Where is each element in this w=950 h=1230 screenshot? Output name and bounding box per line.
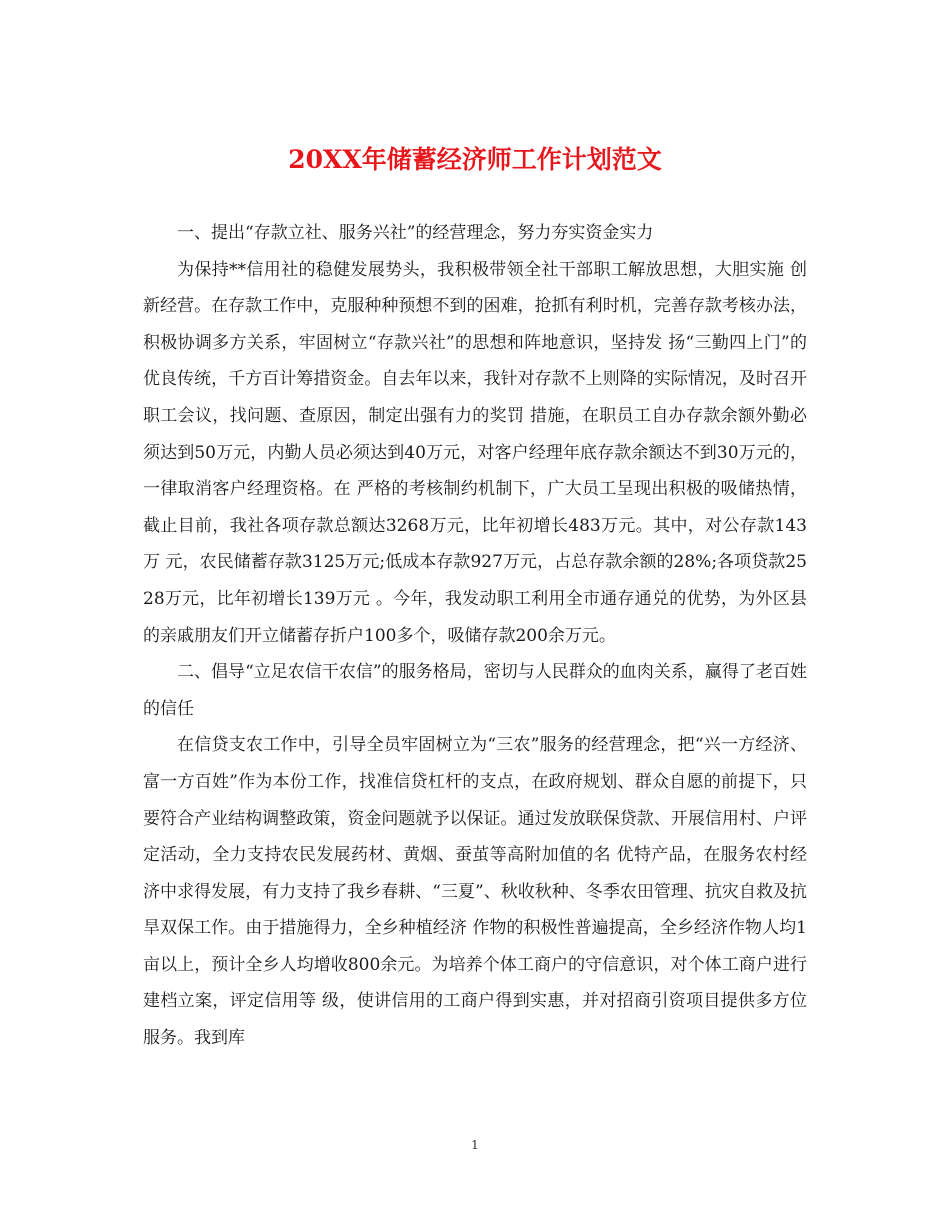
document-body xyxy=(143,215,807,1057)
page-number: 1 xyxy=(471,1138,479,1152)
section-heading-1: 一、提出“存款立社、服务兴社”的经营理念，努力夯实资金实力 xyxy=(177,223,654,243)
section-heading-2: 二、倡导“立足农信干农信”的服务格局，密切与人民群众的血肉关系，赢得了老百姓的信任 xyxy=(143,662,807,719)
paragraph-deposits: 为保持**信用社的稳健发展势头，我积极带领全社干部职工解放思想，大胆实施 创新经营。在存款工作中，克服种种预想不到的困难，抢抓有利时机，完善存款考核办法，积极协调多方关系，牢固树立“存款兴社”的思想和阵地意识，坚持发 扬“三勤四上门”的优良传统，千方百计筹措资金。自去年以来，我针对存款不上则降的实际情况，及时召开职工会议，找问题、查原因，制定出强有力的奖罚 措施，在职员工自办存款余额外勤必须达到50万元，内勤人员必须达到40万元，对客户经理年底存款余额达不到30万元的，一律取消客户经理资格。在 严格的考核制约机制下，广大员工呈现出积极的吸储热情，截止目前，我社各项存款总额达3268万元，比年初增长483万元。其中，对公存款143万 元，农民储蓄存款3125万元;低成本存款927万元，占总存款余额的28%;各项贷款2528万元，比年初增长139万元 。今年，我发动职工利用全市通存通兑的优势，为外区县的亲戚朋友们开立储蓄存折户100多个，吸储存款200余万元。 xyxy=(143,259,807,646)
document-title: 20XX年储蓄经济师工作计划范文 xyxy=(288,145,662,174)
paragraph-credit-support: 在信贷支农工作中，引导全员牢固树立为“三农”服务的经营理念，把“兴一方经济、富一方百姓”作为本份工作，找准信贷杠杆的支点，在政府规划、群众自愿的前提下，只要符合产业结构调整政策，资金问题就予以保证。通过发放联保贷款、开展信用村、户评定活动，全力支持农民发展药材、黄烟、蚕茧等高附加值的名 优特产品，在服务农村经济中求得发展，有力支持了我乡春耕、“三夏”、秋收秋种、冬季农田管理、抗灾自救及抗旱双保工作。由于措施得力，全乡种植经济 作物的积极性普遍提高，全乡经济作物人均1亩以上，预计全乡人均增收800余元。为培养个体工商户的守信意识，对个体工商户进行建档立案，评定信用等 级，使讲信用的工商户得到实惠，并对招商引资项目提供多方位服务。我到库 xyxy=(143,735,807,1049)
